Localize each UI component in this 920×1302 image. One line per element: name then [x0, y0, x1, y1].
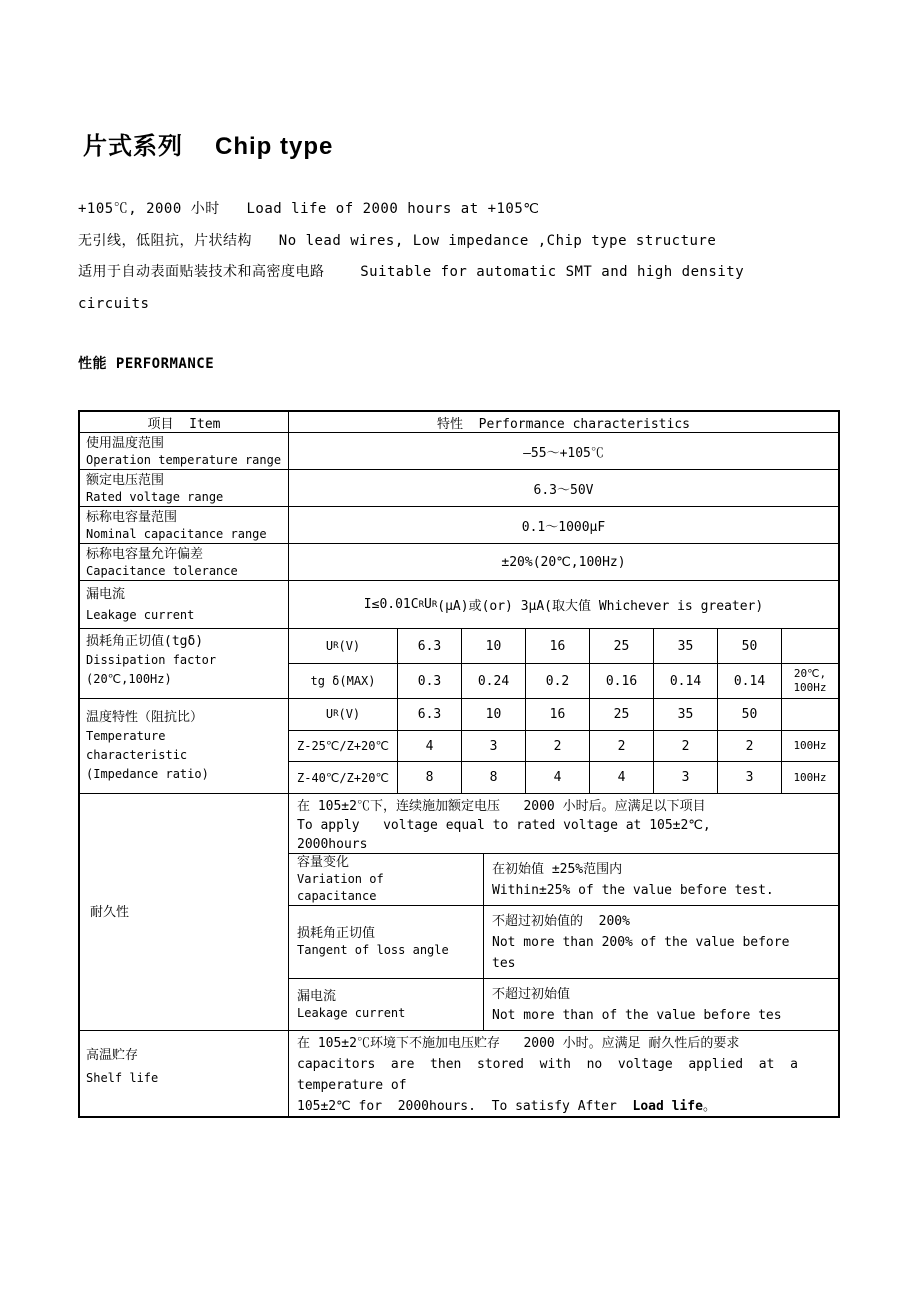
tg-value-cell: 0.16: [590, 664, 654, 698]
condition-line: To apply voltage equal to rated voltage at 105±2℃,: [297, 818, 711, 833]
ratio-cell: 3: [462, 731, 526, 762]
voltage-cell: 35: [654, 629, 718, 663]
voltage-cell: 16: [526, 629, 590, 663]
requirement-line: Within±25% of the value before test.: [492, 882, 774, 898]
requirement-line: Not more than of the value before tes: [492, 1007, 782, 1023]
tg-value-cell: 0.24: [462, 664, 526, 698]
item-name: [289, 906, 484, 978]
ratio-cell: 8: [398, 762, 462, 793]
label-en: Rated voltage range: [86, 490, 224, 504]
ur-subscript: R: [333, 709, 339, 720]
voltage-cell: 50: [718, 699, 782, 730]
temperature-subtable: [289, 699, 838, 793]
requirement-line: 在初始值 ±25%范围内: [492, 861, 623, 877]
label-en: Leakage current: [86, 608, 195, 622]
label-en: Dissipation factor: [86, 653, 217, 667]
label-en: Variation of: [297, 872, 384, 886]
tg-max-label: tg δ(MAX): [289, 664, 398, 698]
endurance-test-condition: [289, 794, 838, 854]
label-en: (20℃,100Hz): [86, 672, 172, 686]
tg-value-cell: 0.14: [718, 664, 782, 698]
header-item: 项目 Item: [80, 412, 289, 432]
voltage-cell: 25: [590, 699, 654, 730]
row-label: [80, 544, 289, 580]
row-label: [80, 699, 289, 793]
requirement-line: 不超过初始值: [492, 986, 571, 1002]
ur-v-label: [289, 699, 398, 730]
requirement-line: tes: [492, 955, 516, 971]
empty-cell: [782, 699, 838, 730]
label-cn: 损耗角正切值(tgδ): [86, 634, 204, 649]
voltage-cell: 25: [590, 629, 654, 663]
row-value: —55～+105℃: [523, 445, 604, 461]
shelf-line: capacitors are then stored with no voltage applied at a: [297, 1057, 798, 1072]
shelf-line: 在 105±2℃环境下不施加电压贮存 2000 小时。应满足 耐久性后的要求: [297, 1036, 740, 1051]
ur-text: U: [325, 639, 334, 653]
label-en: capacitance: [297, 889, 377, 903]
leakage-value-part: (μA)或(or) 3μA(取大值 Whichever is greater): [437, 599, 764, 614]
row-dissipation-factor: [80, 629, 838, 699]
header-characteristics: 特性 Performance characteristics: [437, 416, 690, 432]
z-ratio-label: Z-40℃/Z+20℃: [289, 762, 398, 793]
row-temperature-characteristic: [80, 699, 838, 794]
row-label: [80, 794, 289, 1030]
voltage-cell: 16: [526, 699, 590, 730]
condition-line: 在 105±2℃下，连续施加额定电压 2000 小时后。应满足以下项目: [297, 799, 706, 814]
label-en: Operation temperature range: [86, 453, 282, 467]
label-en: Capacitance tolerance: [86, 564, 238, 578]
label-en: Temperature: [86, 729, 166, 743]
requirement-line: Not more than 200% of the value before: [492, 934, 790, 950]
impedance-ratio-row-minus40: [289, 762, 838, 793]
row-label: [80, 1031, 289, 1116]
tg-value-cell: 0.2: [526, 664, 590, 698]
voltage-cell: 6.3: [398, 629, 462, 663]
label-en: (Impedance ratio): [86, 767, 209, 781]
tg-value-cell: 0.3: [398, 664, 462, 698]
label-en: Tangent of loss angle: [297, 943, 449, 957]
row-value: 6.3～50V: [533, 482, 594, 498]
label-en: Nominal capacitance range: [86, 527, 267, 541]
tg-value-cell: 0.14: [654, 664, 718, 698]
ratio-cell: 4: [590, 762, 654, 793]
shelf-description: [289, 1031, 838, 1116]
performance-table: [78, 410, 840, 1118]
shelf-line-suffix: 。: [702, 1099, 716, 1114]
frequency-cell: 100Hz: [793, 739, 827, 752]
row-rated-voltage: [80, 470, 838, 507]
row-value: 0.1～1000μF: [521, 519, 606, 535]
label-cn: 温度特性（阻抗比）: [86, 710, 204, 725]
row-label: [80, 433, 289, 469]
label-en: Shelf life: [86, 1071, 159, 1085]
item-requirement: [484, 854, 838, 905]
ratio-cell: 3: [718, 762, 782, 793]
ratio-cell: 2: [590, 731, 654, 762]
label-cn: 容量变化: [297, 855, 350, 870]
label-cn: 标称电容量范围: [86, 510, 178, 525]
row-nominal-capacitance: [80, 507, 838, 544]
tg-values-row: [289, 664, 838, 698]
condition-line: 2000hours: [297, 837, 368, 852]
section-heading: 性能 PERFORMANCE: [78, 356, 215, 372]
leakage-value-part: I≤0.01C: [363, 597, 419, 612]
endurance-item-leakage-current: [289, 979, 838, 1030]
requirement-line: 不超过初始值的 200%: [492, 913, 630, 929]
intro-paragraph: [78, 199, 744, 325]
endurance-item-capacitance-change: [289, 854, 838, 906]
label-cn: 标称电容量允许偏差: [86, 547, 204, 562]
label-cn: 高温贮存: [86, 1048, 139, 1063]
ur-unit: (V): [338, 639, 361, 653]
voltage-header-row: [289, 629, 838, 664]
voltage-cell: 50: [718, 629, 782, 663]
ur-v-label: [289, 629, 398, 663]
row-value: ±20%(20℃,100Hz): [501, 554, 626, 570]
row-operation-temperature: [80, 433, 838, 470]
row-label: [80, 581, 289, 628]
endurance-item-loss-tangent: [289, 906, 838, 979]
row-leakage-current: [80, 581, 838, 629]
leakage-subscript: R: [431, 599, 438, 610]
label-cn: 使用温度范围: [86, 436, 165, 451]
leakage-value: [289, 581, 838, 628]
row-endurance: [80, 794, 838, 1031]
label-cn: 漏电流: [86, 587, 126, 602]
label-cn: 额定电压范围: [86, 473, 165, 488]
intro-line-2: 无引线，低阻抗，片状结构 No lead wires, Low impedance ,Chip type structure: [78, 232, 717, 249]
voltage-cell: 6.3: [398, 699, 462, 730]
z-ratio-label: Z-25℃/Z+20℃: [289, 731, 398, 762]
row-capacitance-tolerance: [80, 544, 838, 581]
shelf-line: temperature of: [297, 1078, 407, 1093]
ratio-cell: 4: [398, 731, 462, 762]
condition-line: 20℃,: [793, 667, 827, 680]
impedance-ratio-row-minus25: [289, 731, 838, 763]
label-en: characteristic: [86, 748, 188, 762]
empty-cell: [782, 629, 838, 663]
shelf-line-final: [297, 1096, 830, 1117]
label-cn: 漏电流: [297, 988, 337, 1004]
endurance-details: [289, 794, 838, 1030]
leakage-subscript: R: [418, 599, 425, 610]
ratio-cell: 8: [462, 762, 526, 793]
frequency-cell: 100Hz: [793, 770, 827, 784]
dissipation-subtable: [289, 629, 838, 698]
item-name: [289, 979, 484, 1030]
leakage-value-part: U: [424, 597, 432, 612]
ratio-cell: 2: [718, 731, 782, 762]
item-requirement: [484, 979, 838, 1030]
label-cn: 耐久性: [90, 904, 130, 920]
row-label: [80, 629, 289, 698]
page-title: [83, 126, 333, 161]
row-label: [80, 507, 289, 543]
ratio-cell: 4: [526, 762, 590, 793]
label-cn: 损耗角正切值: [297, 926, 376, 941]
label-en: Leakage current: [297, 1005, 406, 1020]
voltage-cell: 10: [462, 699, 526, 730]
shelf-line-prefix: 105±2℃ for 2000hours. To satisfy After: [297, 1099, 633, 1114]
ratio-cell: 2: [526, 731, 590, 762]
load-life-emphasis: Load life: [632, 1099, 703, 1114]
ur-unit: (V): [338, 707, 361, 722]
ur-text: U: [325, 707, 334, 722]
voltage-cell: 10: [462, 629, 526, 663]
row-label: [80, 470, 289, 506]
voltage-header-row: [289, 699, 838, 731]
intro-line-4: circuits: [78, 295, 150, 312]
title-english: Chip type: [215, 133, 334, 160]
item-name: [289, 854, 484, 905]
condition-line: 100Hz: [793, 681, 827, 694]
ratio-cell: 2: [654, 731, 718, 762]
intro-line-1: +105℃, 2000 小时 Load life of 2000 hours at +105℃: [78, 201, 540, 217]
intro-line-3: 适用于自动表面贴装技术和高密度电路 Suitable for automatic SMT and high density: [78, 264, 745, 280]
ur-subscript: R: [333, 641, 339, 651]
test-condition-cell: [782, 664, 838, 698]
ratio-cell: 3: [654, 762, 718, 793]
row-shelf-life: [80, 1031, 838, 1116]
title-chinese: 片式系列: [83, 133, 183, 160]
voltage-cell: 35: [654, 699, 718, 730]
item-requirement: [484, 906, 838, 978]
table-header-row: [80, 412, 838, 433]
